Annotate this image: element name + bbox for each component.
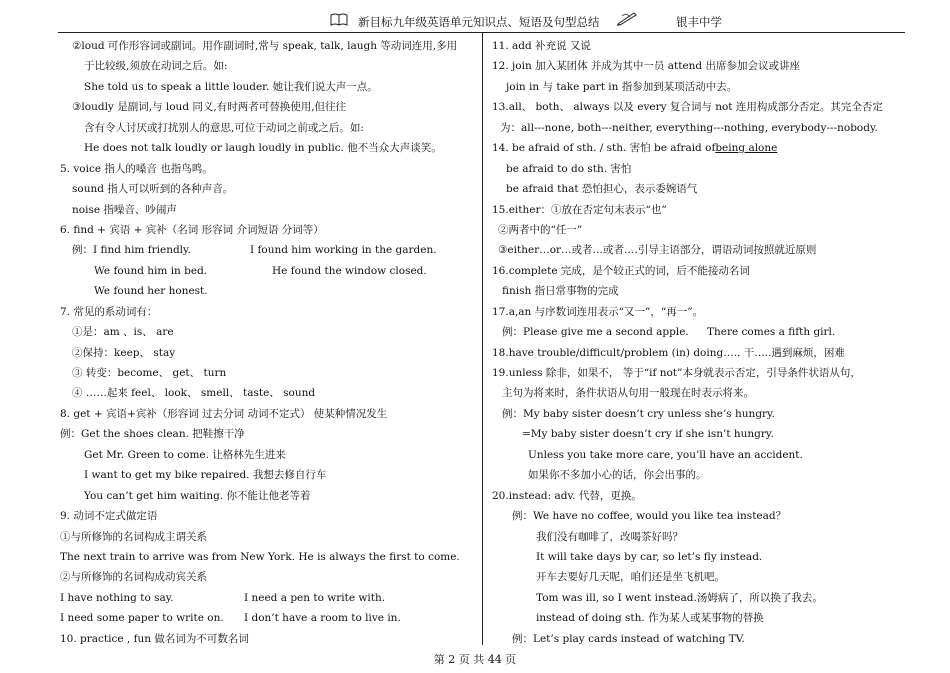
text-line: 8. get + 宾语+宾补（形容词 过去分词 动词不定式） 使某种情况发生 <box>60 407 388 420</box>
text-line: 如果你不多加小心的话，你会出事的。 <box>528 469 707 482</box>
text-line: 含有令人讨厌或打扰别人的意思,可位于动词之前或之后。如: <box>84 121 364 134</box>
text-line: I want to get my bike repaired. 我想去修自行车 <box>84 469 327 482</box>
book-icon <box>330 13 348 29</box>
text-line: It will take days by car, so let’s fly instead. <box>536 550 763 563</box>
text-line: ③loudly 是副词,与 loud 同义,有时两者可替换使用,但往往 <box>72 101 347 114</box>
text-line: He does not talk loudly or laugh loudly in public. 他不当众大声谈笑。 <box>84 142 442 155</box>
header-school: 银丰中学 <box>676 15 722 29</box>
pen-icon <box>616 10 638 29</box>
text-line: noise 指噪音、吵闹声 <box>72 203 177 216</box>
text-line: be afraid that 恐怕担心，表示委婉语气 <box>506 183 698 196</box>
page-header <box>58 10 905 33</box>
text-line: I have nothing to say. I need a pen to write with. <box>60 591 386 604</box>
text-line: join in 与 take part in 指参加到某项活动中去。 <box>506 80 738 93</box>
text-line: ②两者中的“任一” <box>498 223 583 236</box>
text-line: 例：Let’s play cards instead of watching TV. <box>512 632 745 645</box>
text-line: sound 指人可以听到的各种声音。 <box>72 183 234 196</box>
text-line: Unless you take more care, you’ll have an accident. <box>528 448 803 461</box>
text-line: 6. find + 宾语 + 宾补（名词 形容词 介词短语 分词等） <box>60 223 324 236</box>
text-line: 14. be afraid of sth. / sth. 害怕 be afraid ofbeing alone <box>492 142 778 155</box>
text-line: 为：all---none, both---neither, everything---nothing, everybody---nobody. <box>500 121 878 134</box>
text-line: We found her honest. <box>94 285 208 298</box>
column-divider <box>482 33 483 645</box>
text-line: 9. 动词不定式做定语 <box>60 510 158 523</box>
text-line: 开车去要好几天呢，咱们还是坐飞机吧。 <box>536 571 725 584</box>
header-title: 新目标九年级英语单元知识点、短语及句型总结 <box>358 15 600 29</box>
text-line: ②loud 可作形容词或副词。用作副词时,常与 speak, talk, laugh 等动词连用,多用 <box>72 40 458 52</box>
text-line: ③ 转变：become、 get、 turn <box>72 367 227 379</box>
text-line: She told us to speak a little louder. 她让我们说大声一点。 <box>84 80 378 93</box>
right-column <box>492 36 912 649</box>
text-line: ④ ……起来 feel、 look、 smell、 taste、 sound <box>72 387 316 400</box>
text-line: 主句为将来时，条件状语从句用一般现在时表示将来。 <box>502 387 754 400</box>
text-line: 11. add 补充说 又说 <box>492 40 591 52</box>
text-line: ①是：am 、is、 are <box>72 326 174 339</box>
text-line: The next train to arrive was from New York. He is always the first to come. <box>60 550 460 563</box>
text-line: We found him in bed. He found the window closed. <box>94 264 427 277</box>
text-line: 我们没有咖啡了，改喝茶好吗？ <box>536 530 683 543</box>
text-line: ①与所修饰的名词构成主谓关系 <box>60 530 207 543</box>
page-footer: 第 2 页 共 44 页 <box>433 653 517 666</box>
text-line: 15.either：①放在否定句末表示“也” <box>492 203 667 216</box>
text-line: instead of doing sth. 作为某人或某事物的替换 <box>536 612 764 625</box>
text-line: be afraid to do sth. 害怕 <box>506 162 632 175</box>
text-line: 7. 常见的系动词有： <box>60 305 158 318</box>
text-line: I need some paper to write on. I don’t have a room to live in. <box>60 612 401 625</box>
text-line: 于比较级,须放在动词之后。如: <box>84 60 228 73</box>
text-line: 例：My baby sister doesn’t cry unless she’s hungry. <box>502 407 775 420</box>
text-line: 例：I find him friendly. I found him working in the garden. <box>72 244 437 257</box>
text-line: 例：Get the shoes clean. 把鞋擦干净 <box>60 428 245 441</box>
text-line: finish 指日常事物的完成 <box>502 285 619 298</box>
text-line: Tom was ill, so I went instead.汤姆病了，所以换了我去。 <box>536 591 823 604</box>
text-line: 10. practice , fun 做名词为不可数名词 <box>60 632 249 645</box>
text-line: 5. voice 指人的嗓音 也指鸟鸣。 <box>60 162 213 175</box>
text-line: ②与所修饰的名词构成动宾关系 <box>60 571 207 584</box>
text-line: =My baby sister doesn’t cry if she isn’t hungry. <box>522 428 774 441</box>
text-line: You can’t get him waiting. 你不能让他老等着 <box>84 489 311 502</box>
text-line: 20.instead: adv. 代替，更换。 <box>492 489 642 502</box>
text-line: 13.all、 both、 always 以及 every 复合词与 not 连用构成部分否定。其完全否定 <box>492 101 883 114</box>
text-line: 16.complete 完成，是个较正式的词，后不能接动名词 <box>492 264 750 277</box>
left-column <box>58 36 476 649</box>
text-line: 18.have trouble/difficult/problem (in) doing….. 干…..遇到麻烦，困难 <box>492 346 845 359</box>
text-line: 例：We have no coffee, would you like tea instead？ <box>512 510 787 523</box>
text-line: 19.unless 除非，如果不， 等于“if not”本身就表示否定，引导条件状语从句， <box>492 367 861 379</box>
text-line: ②保持：keep、 stay <box>72 346 176 359</box>
text-line: 例：Please give me a second apple. There comes a fifth girl. <box>502 326 836 339</box>
text-line: 12. join 加入某团体 并成为其中一员 attend 出席参加会议或讲座 <box>492 60 800 73</box>
text-line: 17.a,an 与序数词连用表示“又一”，“再一”。 <box>492 305 704 318</box>
text-line: Get Mr. Green to come. 让格林先生进来 <box>84 448 286 461</box>
text-line: ③either…or…或者…或者.…引导主语部分，谓语动词按照就近原则 <box>498 244 817 257</box>
